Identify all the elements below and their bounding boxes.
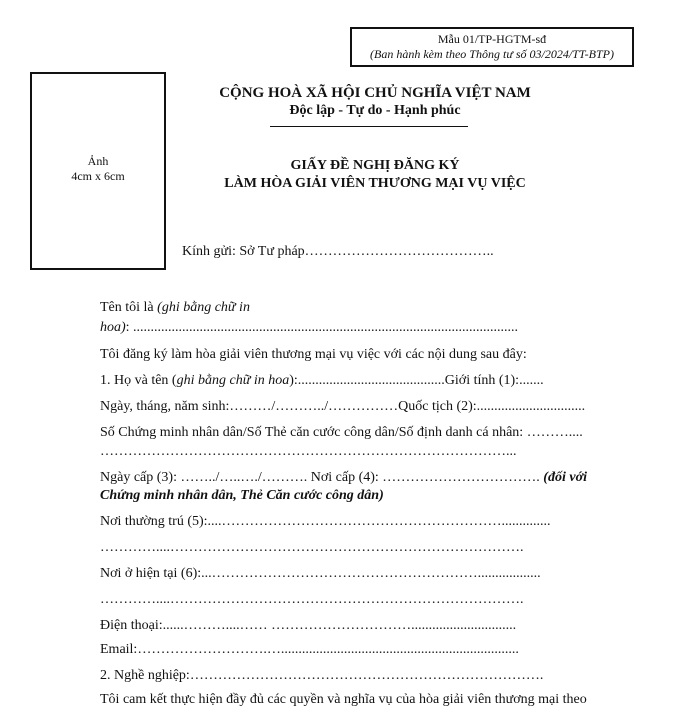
fullname-hint: ghi bằng chữ in hoa (176, 373, 290, 388)
commitment-line: Tôi cam kết thực hiện đầy đủ các quyền và nghĩa vụ của hòa giải viên thương mại theo (100, 692, 587, 707)
permanent-address-cont: …………....…………………………………………………………………. (100, 540, 524, 555)
issue-line (100, 469, 587, 487)
phone-line: Điện thoại:......………....…… ………………………….............................. (100, 618, 517, 633)
document-title-line2: LÀM HÒA GIẢI VIÊN THƯƠNG MẠI VỤ VIỆC (224, 176, 526, 191)
document-title-line1: GIẤY ĐỀ NGHỊ ĐĂNG KÝ (290, 158, 460, 173)
photo-placeholder (30, 72, 166, 270)
motto: Độc lập - Tự do - Hạnh phúc (289, 103, 461, 118)
id-number-cont-line: ……………………………………………………………………………... (100, 444, 517, 459)
fullname-rest: ):..........................................Giới tính (1):....... (289, 373, 544, 388)
motto-underline (270, 126, 468, 127)
id-number-line: Số Chứng minh nhân dân/Số Thẻ căn cước công dân/Số định danh cá nhân: ……….... (100, 425, 583, 440)
permanent-address-line: Nơi thường trú (5):....…………………………………………………….............. (100, 514, 551, 529)
dob-line: Ngày, tháng, năm sinh:………/………../……………Quốc tịch (2):............................... (100, 399, 586, 414)
name-hint-cont: hoa) (100, 320, 126, 335)
fullname-line (100, 372, 544, 390)
name-hint: (ghi bằng chữ in (157, 300, 250, 315)
fullname-prefix: 1. Họ và tên ( (100, 373, 177, 388)
current-address-cont: …………....…………………………………………………………………. (100, 592, 524, 607)
email-line: Email:……………………….….................................................................... (100, 642, 519, 657)
form-code-box (350, 27, 634, 67)
country-heading: CỘNG HOÀ XÃ HỘI CHỦ NGHĨA VIỆT NAM (219, 85, 531, 101)
name-fill-line (100, 319, 518, 337)
issue-text: Ngày cấp (3): ……../…..…./………. Nơi cấp (4): ……………………………. (100, 470, 544, 485)
name-label-line (100, 299, 250, 317)
form-code: Mẫu 01/TP-HGTM-sđ (437, 32, 547, 46)
current-address-line: Nơi ở hiện tại (6):...………………………………………………….................. (100, 566, 541, 581)
addressee-field: Kính gửi: Sở Tư pháp………………………………….. (182, 244, 494, 259)
photo-label: Ảnh (87, 154, 109, 168)
photo-size: 4cm x 6cm (71, 169, 125, 183)
name-prefix: Tên tôi là (100, 300, 158, 315)
name-dots: : .............................................................................................................. (125, 320, 519, 335)
issue-note-cont: Chứng minh nhân dân, Thẻ Căn cước công dân) (100, 488, 384, 503)
occupation-line: 2. Nghề nghiệp:…………………………………………………………………. (100, 668, 544, 683)
intro-line: Tôi đăng ký làm hòa giải viên thương mại vụ việc với các nội dung sau đây: (100, 347, 527, 362)
issue-note: (đối với (543, 470, 587, 485)
form-issuance-note: (Ban hành kèm theo Thông tư số 03/2024/TT-BTP) (370, 47, 614, 61)
